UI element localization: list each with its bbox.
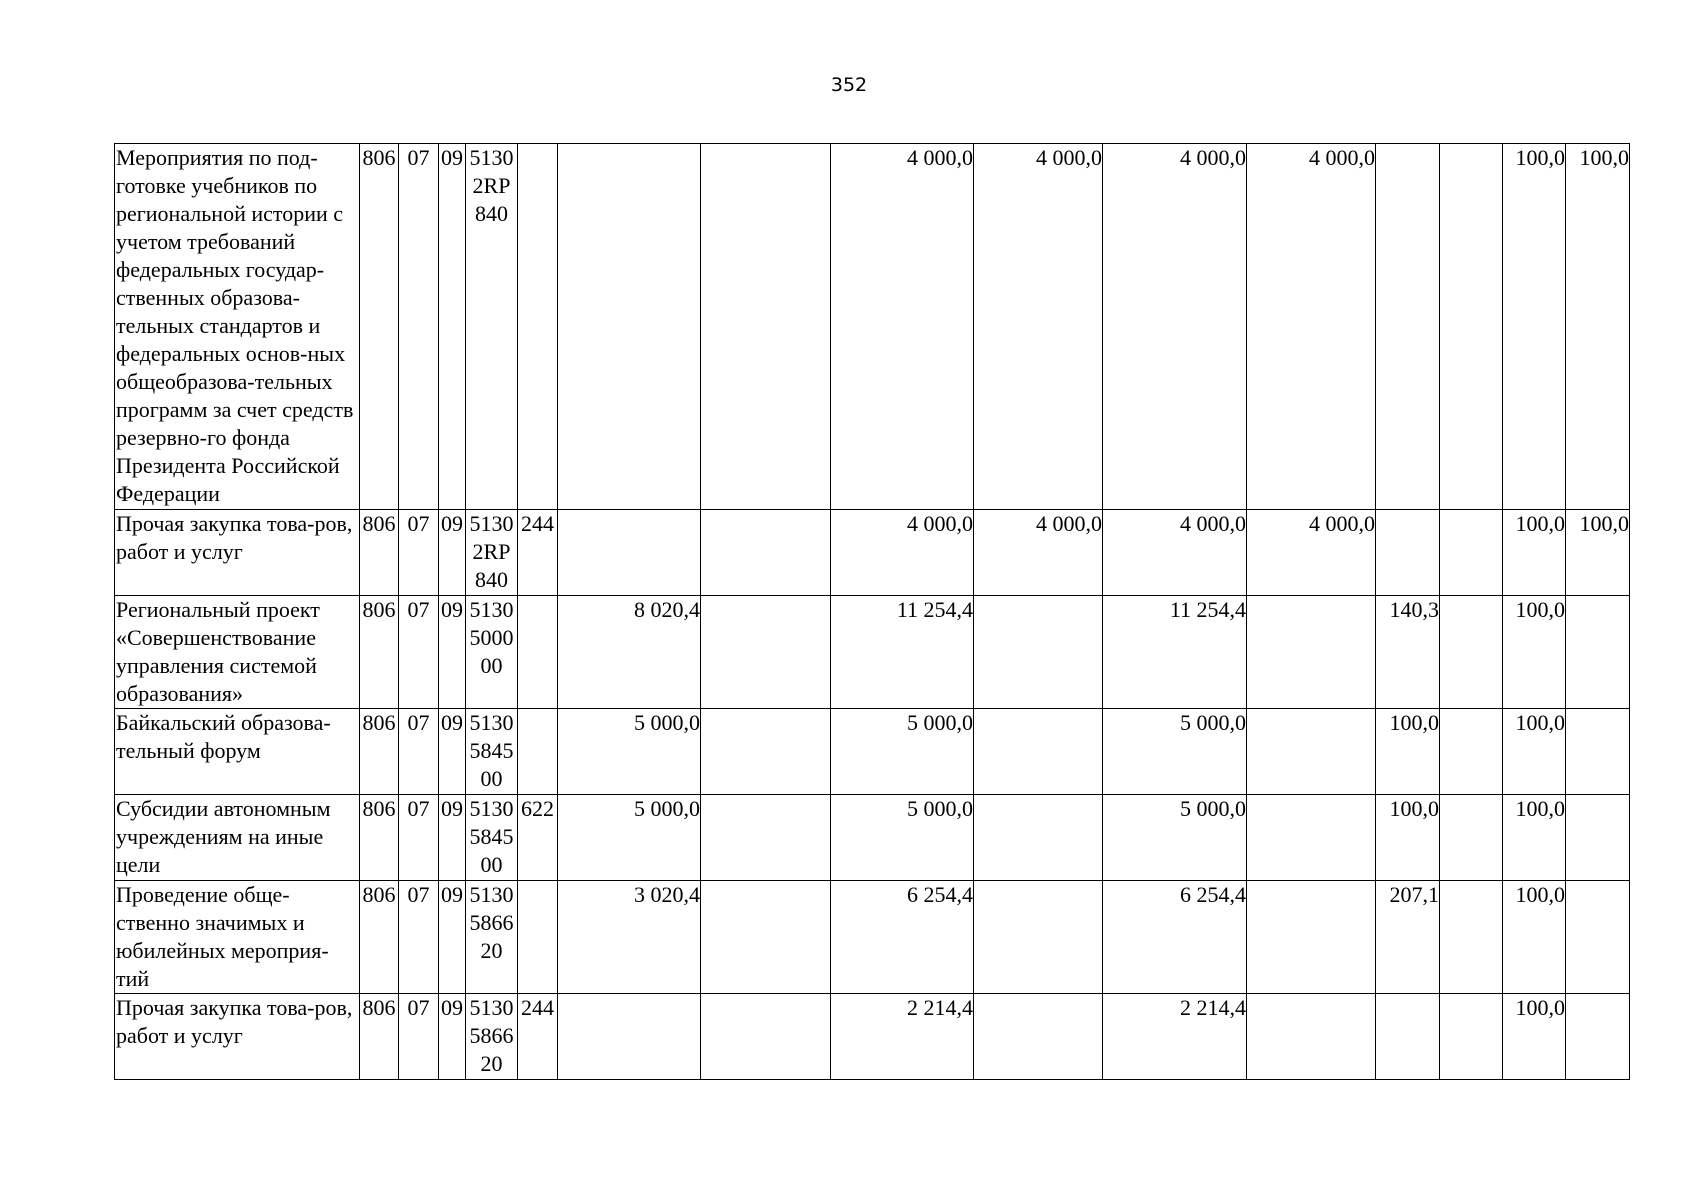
amount-col-7: 100,0 xyxy=(1376,795,1440,881)
target-article-part: 00 xyxy=(480,653,503,678)
amount-col-7 xyxy=(1376,510,1440,596)
target-article-part: 2RP xyxy=(472,173,511,198)
target-article-part: 840 xyxy=(475,567,508,592)
amount-col-3: 2 214,4 xyxy=(831,994,974,1080)
amount-col-6 xyxy=(1247,795,1376,881)
target-article-part: 20 xyxy=(480,1051,503,1076)
amount-col-1 xyxy=(558,510,701,596)
target-article-part: 20 xyxy=(480,938,503,963)
amount-col-9: 100,0 xyxy=(1503,881,1566,994)
amount-col-9: 100,0 xyxy=(1503,795,1566,881)
amount-col-10 xyxy=(1566,881,1630,994)
amount-col-3: 5 000,0 xyxy=(831,795,974,881)
amount-col-3: 4 000,0 xyxy=(831,144,974,510)
grbs-code: 806 xyxy=(360,596,399,709)
amount-col-4 xyxy=(974,709,1103,795)
expense-type-code xyxy=(518,144,558,510)
section-code: 07 xyxy=(399,144,439,510)
target-article-part: 5130 xyxy=(469,145,514,170)
target-article-part: 5130 xyxy=(469,796,514,821)
amount-col-8 xyxy=(1440,144,1503,510)
target-article-part: 840 xyxy=(475,201,508,226)
section-code: 07 xyxy=(399,510,439,596)
grbs-code: 806 xyxy=(360,994,399,1080)
amount-col-3: 11 254,4 xyxy=(831,596,974,709)
expense-type-code: 622 xyxy=(518,795,558,881)
amount-col-10 xyxy=(1566,596,1630,709)
row-name: Прочая закупка това-ров, работ и услуг xyxy=(115,994,360,1080)
amount-col-1: 5 000,0 xyxy=(558,709,701,795)
amount-col-7 xyxy=(1376,994,1440,1080)
target-article-part: 5845 xyxy=(469,738,514,763)
table-row xyxy=(115,596,1630,709)
amount-col-10: 100,0 xyxy=(1566,510,1630,596)
target-article-part: 00 xyxy=(480,852,503,877)
section-code: 07 xyxy=(399,795,439,881)
amount-col-1: 3 020,4 xyxy=(558,881,701,994)
amount-col-2 xyxy=(701,709,831,795)
target-article-part: 5130 xyxy=(469,995,514,1020)
subsection-code: 09 xyxy=(439,795,466,881)
target-article-part: 5000 xyxy=(469,625,514,650)
subsection-code: 09 xyxy=(439,510,466,596)
amount-col-6 xyxy=(1247,596,1376,709)
amount-col-8 xyxy=(1440,596,1503,709)
amount-col-5: 5 000,0 xyxy=(1103,795,1247,881)
table-row xyxy=(115,144,1630,510)
table-row xyxy=(115,994,1630,1080)
target-article-code xyxy=(466,709,518,795)
target-article-code xyxy=(466,144,518,510)
row-name: Мероприятия по под-готовке учебников по региональной истории с учетом требований федеральных государ-ственных образова-тельных стандартов и федеральных основ-ных общеобразова-тельных программ за счет средств резервно-го фонда Президента Российской Федерации xyxy=(115,144,360,510)
amount-col-4 xyxy=(974,596,1103,709)
amount-col-1 xyxy=(558,144,701,510)
row-name: Субсидии автономным учреждениям на иные цели xyxy=(115,795,360,881)
target-article-code xyxy=(466,795,518,881)
grbs-code: 806 xyxy=(360,709,399,795)
grbs-code: 806 xyxy=(360,144,399,510)
amount-col-8 xyxy=(1440,709,1503,795)
amount-col-7: 207,1 xyxy=(1376,881,1440,994)
section-code: 07 xyxy=(399,881,439,994)
amount-col-6 xyxy=(1247,881,1376,994)
section-code: 07 xyxy=(399,709,439,795)
amount-col-5: 6 254,4 xyxy=(1103,881,1247,994)
amount-col-4: 4 000,0 xyxy=(974,144,1103,510)
expense-type-code xyxy=(518,881,558,994)
subsection-code: 09 xyxy=(439,596,466,709)
amount-col-10: 100,0 xyxy=(1566,144,1630,510)
amount-col-9: 100,0 xyxy=(1503,596,1566,709)
subsection-code: 09 xyxy=(439,709,466,795)
table-row xyxy=(115,709,1630,795)
expense-type-code: 244 xyxy=(518,510,558,596)
grbs-code: 806 xyxy=(360,510,399,596)
target-article-part: 5845 xyxy=(469,824,514,849)
amount-col-3: 4 000,0 xyxy=(831,510,974,596)
target-article-part: 5130 xyxy=(469,710,514,735)
amount-col-3: 5 000,0 xyxy=(831,709,974,795)
table-row xyxy=(115,510,1630,596)
amount-col-9: 100,0 xyxy=(1503,144,1566,510)
amount-col-2 xyxy=(701,994,831,1080)
amount-col-2 xyxy=(701,144,831,510)
amount-col-9: 100,0 xyxy=(1503,994,1566,1080)
section-code: 07 xyxy=(399,596,439,709)
expense-type-code: 244 xyxy=(518,994,558,1080)
amount-col-2 xyxy=(701,795,831,881)
amount-col-5: 4 000,0 xyxy=(1103,144,1247,510)
amount-col-5: 4 000,0 xyxy=(1103,510,1247,596)
budget-table xyxy=(114,143,1630,1080)
subsection-code: 09 xyxy=(439,144,466,510)
row-name: Прочая закупка това-ров, работ и услуг xyxy=(115,510,360,596)
amount-col-4 xyxy=(974,881,1103,994)
expense-type-code xyxy=(518,709,558,795)
amount-col-1: 5 000,0 xyxy=(558,795,701,881)
row-name: Байкальский образова-тельный форум xyxy=(115,709,360,795)
amount-col-6 xyxy=(1247,709,1376,795)
amount-col-9: 100,0 xyxy=(1503,709,1566,795)
amount-col-4: 4 000,0 xyxy=(974,510,1103,596)
amount-col-1: 8 020,4 xyxy=(558,596,701,709)
amount-col-2 xyxy=(701,596,831,709)
grbs-code: 806 xyxy=(360,795,399,881)
row-name: Проведение обще-ственно значимых и юбилейных мероприя-тий xyxy=(115,881,360,994)
amount-col-6: 4 000,0 xyxy=(1247,144,1376,510)
amount-col-7 xyxy=(1376,144,1440,510)
target-article-code xyxy=(466,596,518,709)
amount-col-6 xyxy=(1247,994,1376,1080)
grbs-code: 806 xyxy=(360,881,399,994)
target-article-part: 5130 xyxy=(469,597,514,622)
target-article-code xyxy=(466,881,518,994)
page-number: 352 xyxy=(830,74,868,96)
subsection-code: 09 xyxy=(439,881,466,994)
amount-col-6: 4 000,0 xyxy=(1247,510,1376,596)
amount-col-8 xyxy=(1440,881,1503,994)
amount-col-2 xyxy=(701,881,831,994)
target-article-part: 2RP xyxy=(472,539,511,564)
amount-col-4 xyxy=(974,994,1103,1080)
amount-col-5: 5 000,0 xyxy=(1103,709,1247,795)
target-article-part: 00 xyxy=(480,766,503,791)
target-article-code xyxy=(466,510,518,596)
amount-col-9: 100,0 xyxy=(1503,510,1566,596)
amount-col-7: 140,3 xyxy=(1376,596,1440,709)
amount-col-5: 2 214,4 xyxy=(1103,994,1247,1080)
amount-col-7: 100,0 xyxy=(1376,709,1440,795)
amount-col-3: 6 254,4 xyxy=(831,881,974,994)
section-code: 07 xyxy=(399,994,439,1080)
amount-col-8 xyxy=(1440,795,1503,881)
target-article-part: 5866 xyxy=(469,1023,514,1048)
amount-col-5: 11 254,4 xyxy=(1103,596,1247,709)
amount-col-10 xyxy=(1566,795,1630,881)
amount-col-4 xyxy=(974,795,1103,881)
amount-col-1 xyxy=(558,994,701,1080)
row-name: Региональный проект «Совершенствование управления системой образования» xyxy=(115,596,360,709)
amount-col-10 xyxy=(1566,709,1630,795)
table-row xyxy=(115,795,1630,881)
subsection-code: 09 xyxy=(439,994,466,1080)
target-article-part: 5866 xyxy=(469,910,514,935)
amount-col-10 xyxy=(1566,994,1630,1080)
table-row xyxy=(115,881,1630,994)
target-article-part: 5130 xyxy=(469,882,514,907)
amount-col-8 xyxy=(1440,994,1503,1080)
amount-col-8 xyxy=(1440,510,1503,596)
table-body xyxy=(115,144,1630,1080)
target-article-code xyxy=(466,994,518,1080)
expense-type-code xyxy=(518,596,558,709)
amount-col-2 xyxy=(701,510,831,596)
target-article-part: 5130 xyxy=(469,511,514,536)
